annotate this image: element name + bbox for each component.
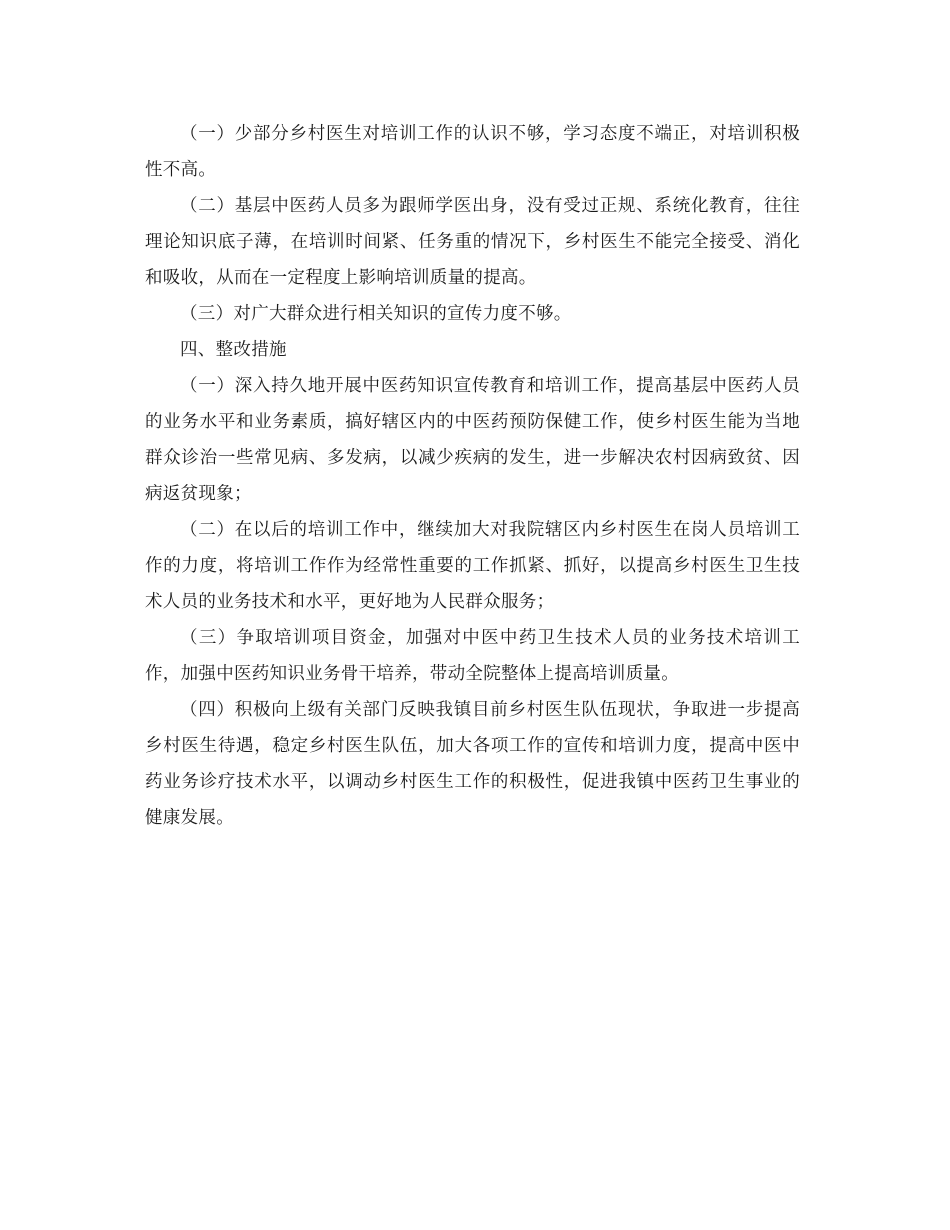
measure-paragraph-4: （四）积极向上级有关部门反映我镇目前乡村医生队伍现状，争取进一步提高乡村医生待遇，稳定乡村医生队伍，加大各项工作的宣传和培训力度，提高中医中药业务诊疗技术水平，以调动乡村医生工作的积极性，促进我镇中医药卫生事业的健康发展。 bbox=[145, 700, 800, 828]
problem-paragraph-2: （二）基层中医药人员多为跟师学医出身，没有受过正规、系统化教育，往往理论知识底子薄，在培训时间紧、任务重的情况下，乡村医生不能完全接受、消化和吸收，从而在一定程度上影响培训质量的提高。 bbox=[145, 196, 800, 288]
measure-paragraph-1: （一）深入持久地开展中医药知识宣传教育和培训工作，提高基层中医药人员的业务水平和业务素质，搞好辖区内的中医药预防保健工作，使乡村医生能为当地群众诊治一些常见病、多发病，以减少疾病的发生，进一步解决农村因病致贫、因病返贫现象； bbox=[145, 376, 800, 504]
document-body bbox=[145, 116, 800, 836]
measure-paragraph-3: （三）争取培训项目资金，加强对中医中药卫生技术人员的业务技术培训工作，加强中医药知识业务骨干培养，带动全院整体上提高培训质量。 bbox=[145, 628, 800, 684]
problem-paragraph-1: （一）少部分乡村医生对培训工作的认识不够，学习态度不端正，对培训积极性不高。 bbox=[145, 124, 800, 180]
measure-paragraph-2: （二）在以后的培训工作中，继续加大对我院辖区内乡村医生在岗人员培训工作的力度，将培训工作作为经常性重要的工作抓紧、抓好，以提高乡村医生卫生技术人员的业务技术和水平，更好地为人民群众服务； bbox=[145, 520, 800, 612]
section-heading: 四、整改措施 bbox=[180, 340, 287, 360]
problem-paragraph-3: （三）对广大群众进行相关知识的宣传力度不够。 bbox=[180, 304, 572, 324]
